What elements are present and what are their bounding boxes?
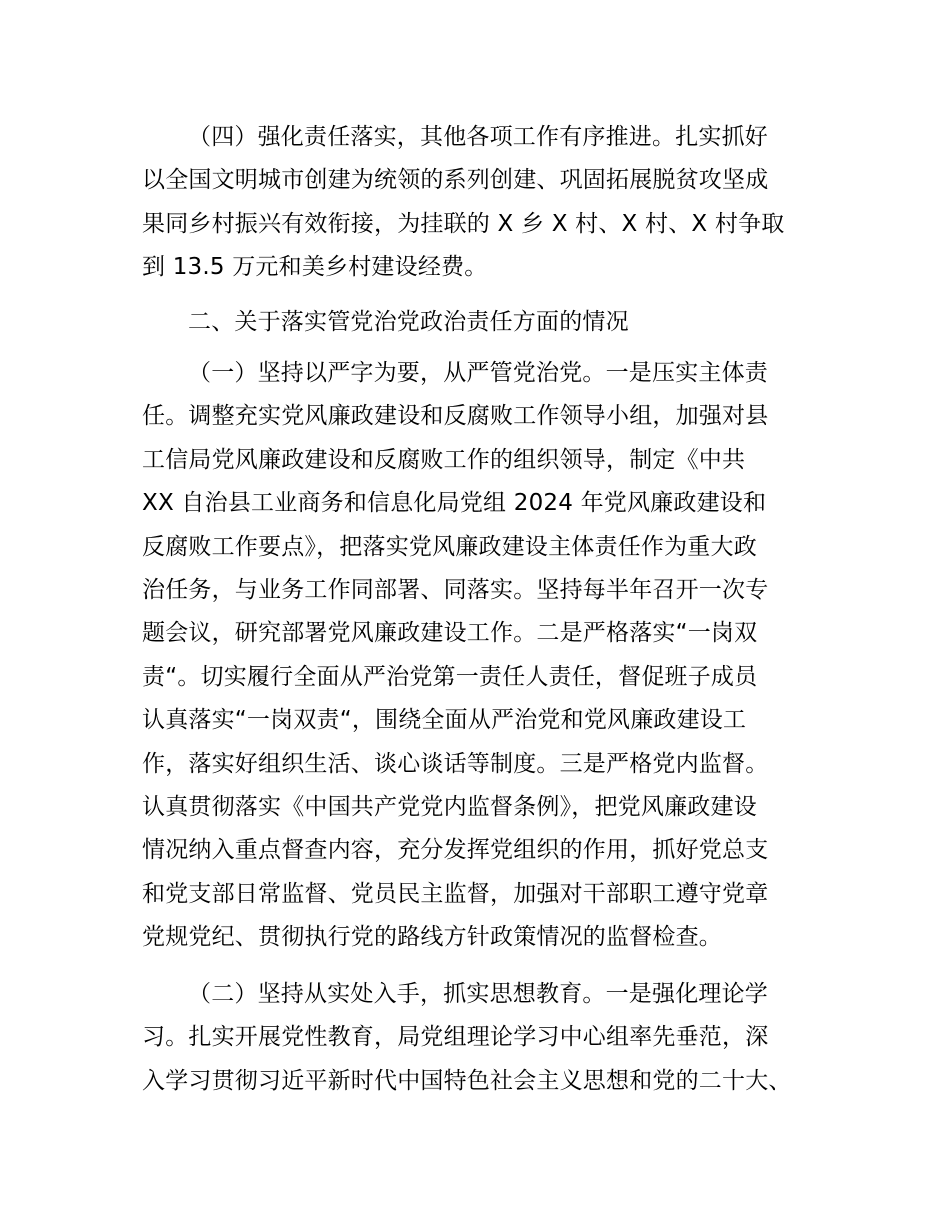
text-line: 习。扎实开展党性教育，局党组理论学习中心组率先垂范，深 <box>142 1024 769 1051</box>
text-line: 认真贯彻落实《中国共产党党内监督条例》，把党风廉政建设 <box>142 793 757 820</box>
text-line: 治任务，与业务工作同部署、同落实。坚持每半年召开一次专 <box>142 576 769 603</box>
heading-text: 二、关于落实管党治党政治责任方面的情况 <box>188 309 629 335</box>
text-line: 情况纳入重点督查内容，充分发挥党组织的作用，抓好党总支 <box>142 837 769 864</box>
text-line: 任。调整充实党风廉政建设和反腐败工作领导小组，加强对县 <box>142 403 769 430</box>
text-line: 责“。切实履行全面从严治党第一责任人责任，督促班子成员 <box>142 663 758 690</box>
text-line: 工信局党风廉政建设和反腐败工作的组织领导，制定《中共 <box>142 446 746 473</box>
text-line: 作，落实好组织生活、谈心谈话等制度。三是严格党内监督。 <box>142 750 769 777</box>
text-line: 入学习贯彻习近平新时代中国特色社会主义思想和党的二十大、 <box>142 1067 792 1094</box>
paragraph-section-2-1 <box>142 352 822 959</box>
text-line: 以全国文明城市创建为统领的系列创建、巩固拓展脱贫攻坚成 <box>142 167 769 194</box>
text-line: 到 13.5 万元和美乡村建设经费。 <box>142 254 488 281</box>
text-line: 反腐败工作要点》，把落实党风廉政建设主体责任作为重大政 <box>142 533 757 560</box>
text-line: （四）强化责任落实，其他各项工作有序推进。扎实抓好 <box>188 124 768 150</box>
text-line: （一）坚持以严字为要，从严管党治党。一是压实主体责 <box>188 360 768 386</box>
text-line: 题会议，研究部署党风廉政建设工作。二是严格落实“一岗双 <box>142 620 758 647</box>
paragraph-section-1-4 <box>142 116 822 290</box>
text-line: 和党支部日常监督、党员民主监督，加强对干部职工遵守党章 <box>142 880 769 907</box>
text-line: 党规党纪、贯彻执行党的路线方针政策情况的监督检查。 <box>142 924 722 951</box>
paragraph-section-2-2 <box>142 973 822 1103</box>
text-line: XX 自治县工业商务和信息化局党组 2024 年党风廉政建设和 <box>142 490 767 517</box>
section-heading <box>142 301 822 344</box>
text-line: （二）坚持从实处入手，抓实思想教育。一是强化理论学 <box>188 981 768 1007</box>
text-line: 果同乡村振兴有效衔接，为挂联的 X 乡 X 村、X 村、X 村争取 <box>142 210 785 237</box>
text-line: 认真落实“一岗双责“，围绕全面从严治党和党风廉政建设工 <box>142 707 747 734</box>
